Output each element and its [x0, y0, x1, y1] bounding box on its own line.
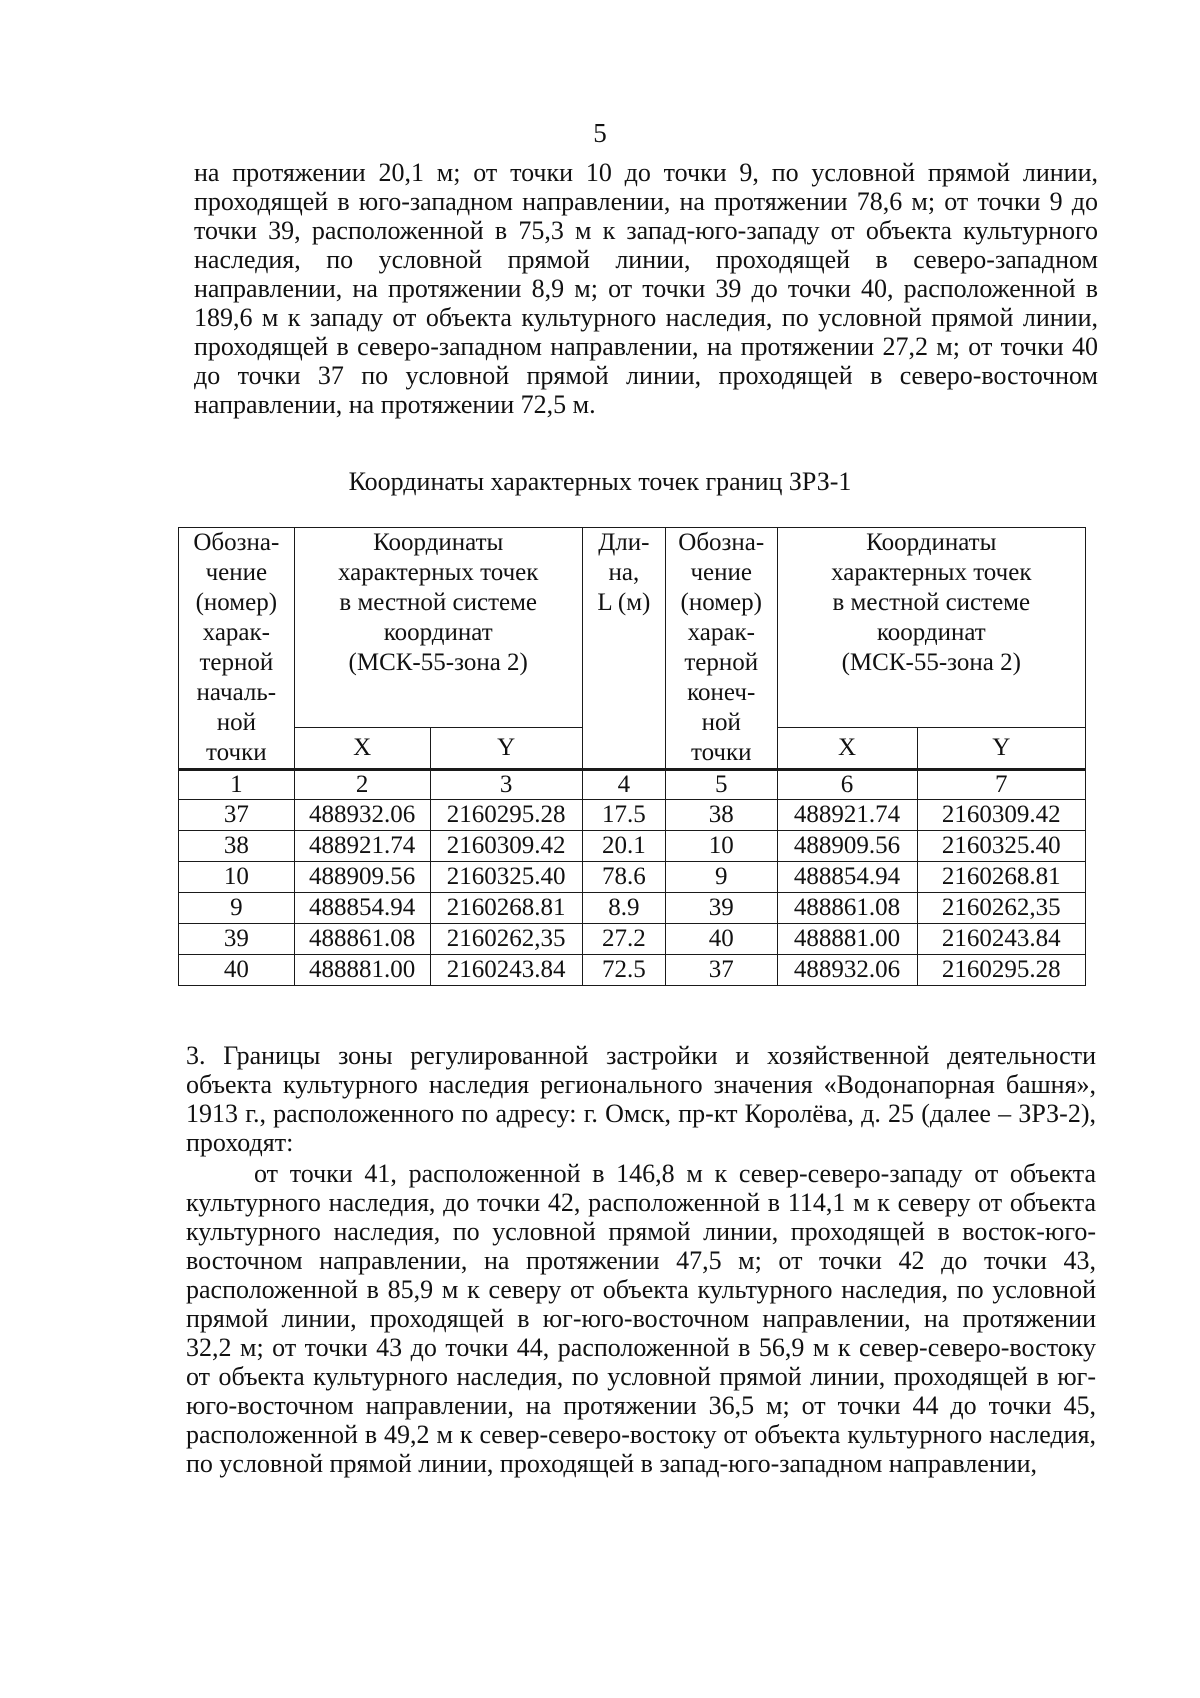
- section-3-intro-paragraph: 3. Границы зоны регулированной застройки и хозяйственной деятельности объекта культурного наследия регионального значения «Водонапорная башня», 1913 г., расположенного по адресу: г. Омск, пр-кт Королёва, д. 25 (далее – ЗРЗ-2), проходят:: [186, 1041, 1096, 1157]
- table-row: [179, 955, 1086, 986]
- table-cell: 10: [179, 862, 295, 893]
- table-cell: 2160262,35: [430, 924, 582, 955]
- coordinates-table: [178, 527, 1086, 986]
- table-cell: 72.5: [582, 955, 665, 986]
- table-cell: 488909.56: [294, 862, 430, 893]
- table-cell: 2160243.84: [430, 955, 582, 986]
- table-cell: 2160325.40: [917, 831, 1085, 862]
- table-cell: 488932.06: [777, 955, 917, 986]
- table-row: [179, 862, 1086, 893]
- table-cell: 488921.74: [777, 800, 917, 831]
- header-start-coordinates: Координаты характерных точек в местной системе координат (МСК-55-зона 2): [294, 528, 582, 728]
- table-cell: 2160309.42: [430, 831, 582, 862]
- table-cell: 78.6: [582, 862, 665, 893]
- table-cell: 2160309.42: [917, 800, 1085, 831]
- body-paragraph-continuation: на протяжении 20,1 м; от точки 10 до точки 9, по условной прямой линии, проходящей в юго-западном направлении, на протяжении 78,6 м; от точки 9 до точки 39, расположенной в 75,3 м к запад-юго-западу от объекта культурного наследия, по условной прямой линии, проходящей в северо-западном направлении, на протяжении 8,9 м; от точки 39 до точки 40, расположенной в 189,6 м к западу от объекта культурного наследия, по условной прямой линии, проходящей в северо-западном направлении, на протяжении 27,2 м; от точки 40 до точки 37 по условной прямой линии, проходящей в северо-восточном направлении, на протяжении 72,5 м.: [194, 158, 1098, 419]
- table-title: Координаты характерных точек границ ЗРЗ-1: [348, 467, 852, 496]
- table-cell: 17.5: [582, 800, 665, 831]
- header-end-coordinates: Координаты характерных точек в местной системе координат (МСК-55-зона 2): [777, 528, 1085, 728]
- table-row: [179, 800, 1086, 831]
- table-cell: 2160268.81: [430, 893, 582, 924]
- table-cell: 488854.94: [777, 862, 917, 893]
- table-row: [179, 924, 1086, 955]
- table-row: [179, 893, 1086, 924]
- table-cell: 488881.00: [777, 924, 917, 955]
- column-number: 2: [294, 770, 430, 800]
- table-cell: 2160295.28: [430, 800, 582, 831]
- page-number: 5: [593, 118, 607, 148]
- header-length: Дли- на, L (м): [582, 528, 665, 770]
- header-start-x: X: [294, 727, 430, 769]
- column-number-row: [179, 770, 1086, 800]
- header-start-y: Y: [430, 727, 582, 769]
- table-cell: 488921.74: [294, 831, 430, 862]
- table-cell: 2160295.28: [917, 955, 1085, 986]
- column-number: 4: [582, 770, 665, 800]
- table-cell: 37: [179, 800, 295, 831]
- table-cell: 488854.94: [294, 893, 430, 924]
- table-cell: 20.1: [582, 831, 665, 862]
- table-cell: 9: [179, 893, 295, 924]
- table-cell: 10: [665, 831, 777, 862]
- table-cell: 39: [179, 924, 295, 955]
- header-end-y: Y: [917, 727, 1085, 769]
- header-start-point: Обозна- чение (номер) харак- терной началь- ной точки: [179, 528, 295, 770]
- table-cell: 488861.08: [777, 893, 917, 924]
- header-end-point: Обозна- чение (номер) харак- терной конеч- ной точки: [665, 528, 777, 770]
- column-number: 1: [179, 770, 295, 800]
- table-cell: 27.2: [582, 924, 665, 955]
- table-cell: 2160243.84: [917, 924, 1085, 955]
- table-cell: 38: [179, 831, 295, 862]
- column-number: 6: [777, 770, 917, 800]
- table-cell: 39: [665, 893, 777, 924]
- column-number: 5: [665, 770, 777, 800]
- table-cell: 38: [665, 800, 777, 831]
- table-cell: 2160325.40: [430, 862, 582, 893]
- table-row: [179, 831, 1086, 862]
- table-cell: 40: [665, 924, 777, 955]
- table-cell: 488861.08: [294, 924, 430, 955]
- section-3-route-paragraph: от точки 41, расположенной в 146,8 м к север-северо-западу от объекта культурного наследия, до точки 42, расположенной в 114,1 м к северу от объекта культурного наследия, по условной прямой линии, проходящей в восток-юго-восточном направлении, на протяжении 47,5 м; от точки 42 до точки 43, расположенной в 85,9 м к северу от объекта культурного наследия, по условной прямой линии, проходящей в юг-юго-восточном направлении, на протяжении 32,2 м; от точки 43 до точки 44, расположенной в 56,9 м к север-северо-востоку от объекта культурного наследия, по условной прямой линии, проходящей в юг-юго-восточном направлении, на протяжении 36,5 м; от точки 44 до точки 45, расположенной в 49,2 м к север-северо-востоку от объекта культурного наследия, по условной прямой линии, проходящей в запад-юго-западном направлении,: [186, 1159, 1096, 1478]
- table-cell: 2160268.81: [917, 862, 1085, 893]
- table-body: [179, 800, 1086, 986]
- table-cell: 488932.06: [294, 800, 430, 831]
- table-cell: 488881.00: [294, 955, 430, 986]
- column-number: 7: [917, 770, 1085, 800]
- table-cell: 40: [179, 955, 295, 986]
- table-cell: 2160262,35: [917, 893, 1085, 924]
- table-cell: 9: [665, 862, 777, 893]
- header-end-x: X: [777, 727, 917, 769]
- table-cell: 488909.56: [777, 831, 917, 862]
- table-cell: 37: [665, 955, 777, 986]
- table-cell: 8.9: [582, 893, 665, 924]
- column-number: 3: [430, 770, 582, 800]
